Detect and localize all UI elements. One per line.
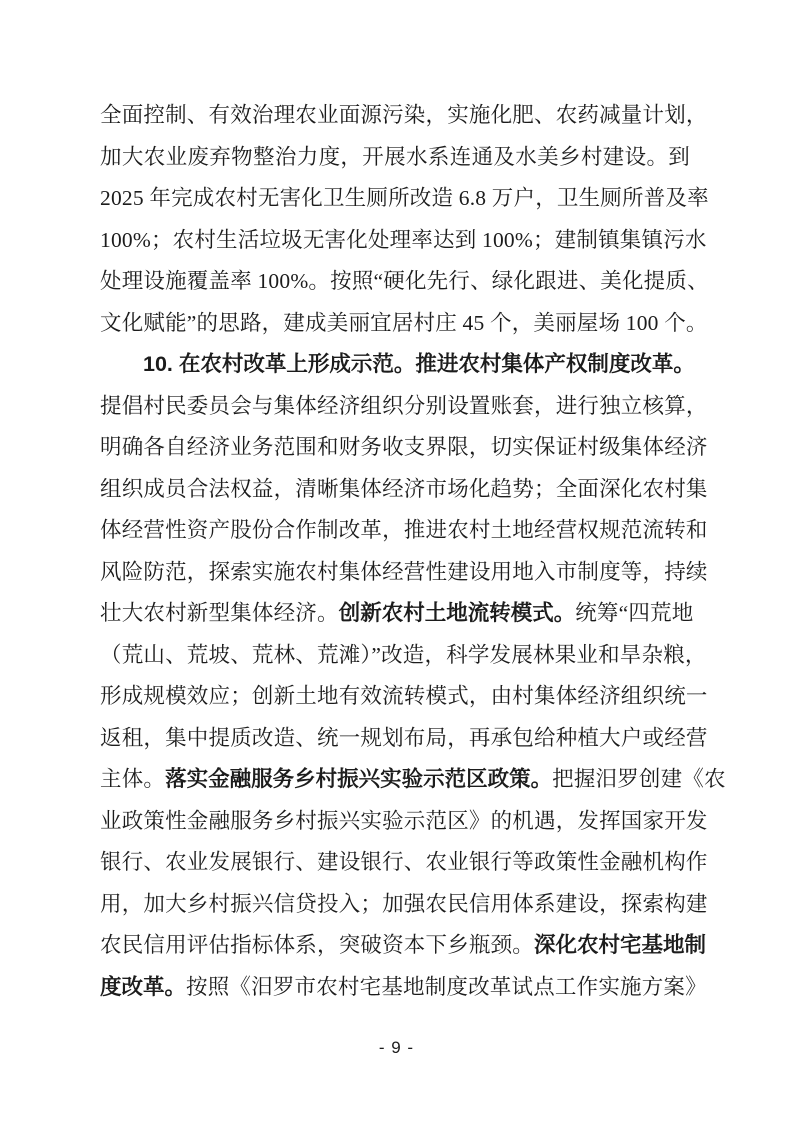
text-line: [100, 95, 708, 137]
body-text: 100%；农村生活垃圾无害化处理率达到 100%；建制镇集镇污水: [100, 227, 707, 252]
body-text: 返租，集中提质改造、统一规划布局，再承包给种植大户或经营: [100, 725, 708, 750]
page-number: - 9 -: [378, 1038, 415, 1057]
text-line: [100, 593, 694, 635]
emphasis-text: 10. 在农村改革上形成示范。推进农村集体产权制度改革。: [143, 352, 695, 376]
text-line: [100, 718, 708, 760]
text-line: [100, 842, 708, 884]
text-line: [100, 469, 708, 511]
text-line: [100, 137, 690, 179]
body-text: 2025 年完成农村无害化卫生厕所改造 6.8 万户，卫生厕所普及率: [100, 186, 709, 210]
body-text: 形成规模效应；创新土地有效流转模式，由村集体经济组织统一: [100, 684, 708, 708]
text-line: [100, 261, 709, 303]
text-line: [100, 344, 695, 386]
text-line: [100, 925, 707, 967]
emphasis-text: 深化农村宅基地制: [534, 933, 707, 957]
emphasis-text: 创新农村土地流转模式。: [338, 601, 576, 625]
body-text: 农民信用评估指标体系，突破资本下乡瓶颈。: [100, 933, 535, 957]
body-text: 全面控制、有效治理农业面源污染，实施化肥、农药减量计划，: [100, 103, 708, 127]
text-line: [100, 676, 708, 718]
text-line: [100, 510, 708, 552]
body-text: 主体。: [100, 767, 166, 791]
body-text: 组织成员合法权益，清晰集体经济市场化趋势；全面深化农村集: [100, 476, 708, 501]
body-text: （荒山、荒坡、荒林、荒滩）”改造，科学发展林果业和旱杂粮，: [100, 642, 707, 667]
body-text: 风险防范，探索实施农村集体经营性建设用地入市制度等，持续: [100, 559, 708, 584]
body-text: 体经营性资产股份合作制改革，推进农村土地经营权规范流转和: [100, 518, 708, 542]
body-text: 提倡村民委员会与集体经济组织分别设置账套，进行独立核算，: [100, 393, 708, 418]
text-line: [100, 178, 709, 220]
text-line: [100, 635, 707, 677]
text-line: [100, 801, 708, 843]
text-line: [100, 759, 726, 801]
body-text: 按照《汨罗市农村宅基地制度改革试点工作实施方案》: [186, 974, 707, 999]
emphasis-text: 度改革。: [100, 974, 187, 999]
text-line: [100, 427, 708, 469]
body-text: 银行、农业发展银行、建设银行、农业银行等政策性金融机构作: [100, 850, 708, 874]
document-body: [100, 95, 726, 1008]
text-line: [100, 303, 708, 345]
text-line: [100, 220, 707, 262]
body-text: 把握汨罗创建《农: [552, 767, 726, 791]
body-text: 明确各自经济业务范围和财务收支界限，切实保证村级集体经济: [100, 435, 708, 459]
body-text: 文化赋能”的思路，建成美丽宜居村庄 45 个，美丽屋场 100 个。: [100, 310, 708, 335]
body-text: 统筹“四荒地: [575, 601, 694, 625]
body-text: 处理设施覆盖率 100%。按照“硬化先行、绿化跟进、美化提质、: [100, 269, 709, 293]
text-line: [100, 967, 707, 1009]
body-text: 业政策性金融服务乡村振兴实验示范区》的机遇，发挥国家开发: [100, 808, 708, 833]
emphasis-text: 落实金融服务乡村振兴实验示范区政策。: [165, 767, 553, 791]
text-line: [100, 552, 708, 594]
text-line: [100, 386, 708, 428]
body-text: 用，加大乡村振兴信贷投入；加强农民信用体系建设，探索构建: [100, 891, 708, 916]
body-text: 壮大农村新型集体经济。: [100, 601, 339, 625]
body-text: 加大农业废弃物整治力度，开展水系连通及水美乡村建设。到: [100, 144, 690, 169]
text-line: [100, 884, 708, 926]
